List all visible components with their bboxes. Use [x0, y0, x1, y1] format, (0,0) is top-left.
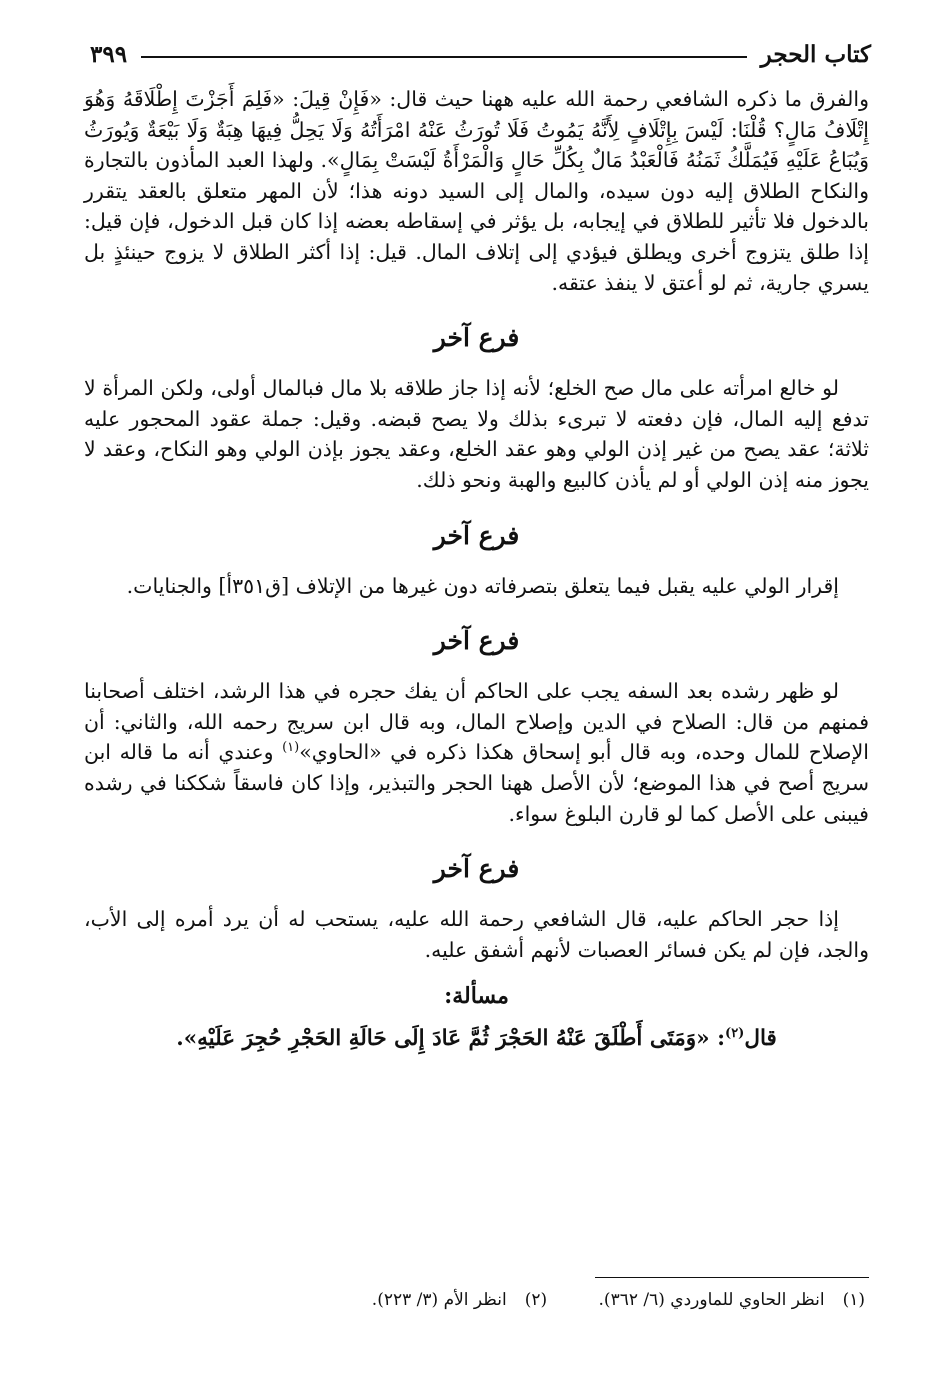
footnote-number: (٢)	[524, 1290, 548, 1310]
qal-word: قال	[744, 1026, 777, 1052]
page-number: ٣٩٩	[90, 40, 128, 68]
running-title: كتاب الحجر	[760, 40, 871, 68]
iqrar-paragraph: إقرار الولي عليه يقبل فيما يتعلق بتصرفاته دون غيرها من الإتلاف [ق٣٥١أ] والجنايات.	[126, 573, 839, 598]
rushd-text-1: لو ظهر رشده بعد السفه يجب على الحاكم أن يفك حجره في هذا الرشد، اختلف أصحابنا فمنهم من قال: الصلاح في الدين وإصلاح المال، وبه قال ابن سريج رحمه الله، والثاني: أن الإصلاح للمال وحده، وبه قال أبو إسحاق هكذا ذكره في «الحاوي»	[84, 679, 869, 765]
footnote-number: (١)	[842, 1290, 865, 1310]
main-text	[84, 84, 869, 1055]
footnote-marker: (٢)	[725, 1026, 745, 1042]
footnote-marker: (١)	[282, 740, 300, 756]
issue-quote	[84, 1023, 869, 1055]
section-heading: فرع آخر	[433, 520, 520, 550]
opening-paragraph: والفرق ما ذكره الشافعي رحمة الله عليه ههنا حيث قال: «فَإِنْ قِيلَ: «فَلِمَ أَجَزْتَ إِطْلَاقَهُ وَهُوَ إِتْلَافُ مَالٍ؟ قُلْنَا: لَيْسَ بِإِتْلَافٍ لِأَنَّهُ يَمُوتُ فَلَا تُورَثُ عَنْهُ امْرَأَتُهُ وَلَا يَحِلُّ فِيهَا هِبَةٌ وَلَا بَيْعَةٌ وَيُورَثُ وَيُبَاعُ عَلَيْهِ فَيُمَلَّكُ ثَمَنُهُ فَالْعَبْدُ مَالٌ بِكُلِّ حَالٍ وَالْمَرْأَةُ لَيْسَتْ بِمَالٍ». ولهذا العبد المأذون بالتجارة والنكاح الطلاق إليه دون سيده، والمال إلى السيد دونه هذا؛ لأن المهر متعلق بالعقد يتقرر بالدخول فلا تأثير للطلاق في إيجابه، بل يؤثر في إسقاطه بعضه إذا كان قبل الدخول، فإن قيل: إذا طلق يتزوج أخرى ويطلق فيؤدي إلى إتلاف المال. قيل: إذا أكثر الطلاق لا يزوج حينئذٍ بل يسري جارية، ثم لو أعتق لا ينفذ عتقه.	[84, 87, 869, 295]
section-heading: فرع آخر	[433, 854, 520, 884]
footnote-rule	[595, 1277, 869, 1278]
footnote-text: انظر الأم (٣/ ٢٢٣).	[371, 1290, 507, 1310]
footnote-text: انظر الحاوي للماوردي (٦/ ٣٦٢).	[598, 1290, 825, 1310]
hajr-paragraph: إذا حجر الحاكم عليه، قال الشافعي رحمة الله عليه، يستحب له أن يرد أمره إلى الأب، والجد، فإن لم يكن فسائر العصبات لأنهم أشفق عليه.	[84, 907, 869, 962]
rushd-paragraph	[84, 676, 869, 829]
footnote-2	[372, 1286, 547, 1314]
section-heading: فرع آخر	[433, 323, 520, 353]
footnotes	[84, 1286, 865, 1314]
rushd-text-2: وعندي أنه ما قاله ابن سريج أصح في هذا الموضع؛ لأن الأصل ههنا الحجر والتبذير، وإذا كان فاسقاً شككنا في رشده فيبنى على الأصل كما لو قارن البلوغ سواء.	[84, 740, 869, 826]
khul-paragraph: لو خالع امرأته على مال صح الخلع؛ لأنه إذا جاز طلاقه بلا مال فبالمال أولى، ولكن المرأة لا تدفع إليه المال، فإن دفعته لا تبرىء بذلك ولا يصح قبضه. وقيل: جملة عقود المحجور عليه ثلاثة؛ عقد يصح من غير إذن الولي وهو عقد الخلع، وعقد يجوز بإذن الولي وهو النكاح، وعقد لا يجوز منه إذن الولي أو لم يأذن كالبيع والهبة ونحو ذلك.	[84, 376, 869, 492]
footnote-1	[599, 1286, 865, 1314]
quote-text: : «وَمَتَى أَطْلَقَ عَنْهُ الحَجْرَ ثُمَّ عَادَ إِلَى حَالَةِ الحَجْرِ حُجِرَ عَلَيْهِ».	[176, 1026, 726, 1052]
issue-heading: مسألة:	[444, 983, 509, 1010]
page-header	[90, 34, 871, 74]
header-rule	[141, 56, 747, 58]
section-heading: فرع آخر	[433, 626, 520, 656]
